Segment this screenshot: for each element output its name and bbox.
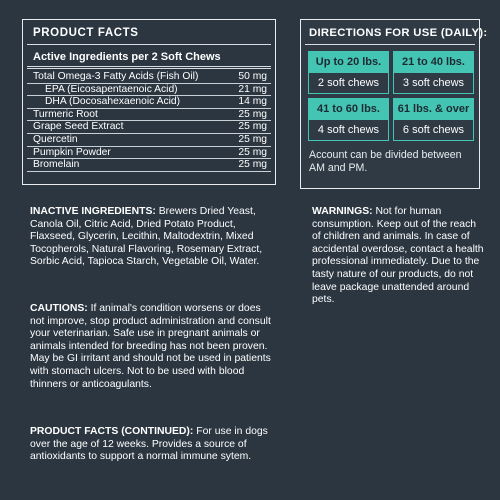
- dosage-note: Account can be divided between AM and PM.: [309, 149, 462, 174]
- warnings-label: WARNINGS:: [312, 206, 373, 217]
- ingredient-row: [27, 159, 271, 172]
- product-facts-continued-paragraph: [30, 426, 270, 464]
- weight-range: 61 lbs. & over: [394, 99, 473, 120]
- ingredient-amount: 25 mg: [238, 159, 267, 171]
- cautions-paragraph: [30, 303, 272, 391]
- warnings-paragraph: [312, 206, 484, 307]
- ingredient-amount: 25 mg: [238, 121, 267, 133]
- ingredient-amount: 50 mg: [238, 71, 267, 82]
- cautions-label: CAUTIONS:: [30, 303, 88, 314]
- weight-range: Up to 20 lbs.: [309, 52, 388, 73]
- dose-amount: 6 soft chews: [402, 124, 465, 136]
- divider: [27, 68, 271, 69]
- dose-amount: 3 soft chews: [402, 77, 465, 89]
- dosage-cell: [393, 98, 474, 141]
- inactive-ingredients-paragraph: [30, 206, 264, 269]
- weight-range: 41 to 60 lbs.: [309, 99, 388, 120]
- dosage-grid: [308, 51, 474, 141]
- ingredient-name: Quercetin: [33, 133, 78, 145]
- active-ingredients-heading: Active Ingredients per 2 Soft Chews: [33, 51, 221, 63]
- ingredient-row: [27, 134, 271, 147]
- ingredient-amount: 25 mg: [238, 108, 267, 120]
- ingredient-name: Turmeric Root: [33, 108, 98, 120]
- dose-amount: 4 soft chews: [317, 124, 380, 136]
- ingredient-name: Grape Seed Extract: [33, 121, 124, 133]
- ingredient-row: [27, 147, 271, 160]
- dose-amount: 2 soft chews: [317, 77, 380, 89]
- divider: [27, 44, 271, 45]
- ingredient-row: [27, 96, 271, 109]
- cautions-text: If animal's condition worsens or does not improve, stop product administration and consult your veterinarian. Safe use in pregnant animals or animals intended for breeding has not been proven. May be GI irritant and should not be used in patients with stomach ulcers. Not to be used with blood thinners or anticoagulants.: [30, 303, 271, 390]
- ingredient-amount: 14 mg: [238, 96, 267, 108]
- ingredient-amount: 25 mg: [238, 133, 267, 145]
- product-facts-continued-label: PRODUCT FACTS (CONTINUED):: [30, 426, 194, 437]
- dosage-cell: [393, 51, 474, 94]
- divider: [27, 66, 271, 67]
- divider: [305, 44, 475, 45]
- inactive-ingredients-label: INACTIVE INGREDIENTS:: [30, 206, 156, 217]
- ingredient-row: [27, 71, 271, 84]
- ingredient-row: [27, 121, 271, 134]
- ingredient-row: [27, 109, 271, 122]
- warnings-text: Not for human consumption. Keep out of the reach of children and animals. In case of accidental overdose, contact a health professional immediately. Due to the tasty nature of our products, do not leave package unattended around pets.: [312, 206, 484, 306]
- ingredient-amount: 25 mg: [238, 146, 267, 158]
- product-facts-continued-text: For use in dogs over the age of 12 weeks. Provides a source of antioxidants to support a normal immune sytem.: [30, 426, 268, 463]
- ingredient-name: EPA (Eicosapentaenoic Acid): [45, 83, 178, 95]
- weight-range: 21 to 40 lbs.: [394, 52, 473, 73]
- ingredient-row: [27, 84, 271, 97]
- product-facts-panel: [22, 19, 276, 185]
- ingredient-name: DHA (Docosahexaenoic Acid): [45, 96, 181, 108]
- ingredients-table: [27, 71, 271, 172]
- ingredient-name: Pumpkin Powder: [33, 146, 111, 158]
- dosage-cell: [308, 98, 389, 141]
- product-facts-title: PRODUCT FACTS: [33, 27, 139, 39]
- ingredient-name: Bromelain: [33, 159, 80, 171]
- inactive-ingredients-text: Brewers Dried Yeast, Canola Oil, Citric Acid, Dried Potato Product, Flaxseed, Glycerin, Lecithin, Maltodextrin, Mixed Tocopherols, Natural Flavoring, Rosemary Extract, Sorbic Acid, Tapioca Starch, Vegetable Oil, Water.: [30, 206, 263, 268]
- ingredient-name: Total Omega-3 Fatty Acids (Fish Oil): [33, 71, 199, 82]
- dosage-cell: [308, 51, 389, 94]
- directions-panel: [300, 19, 488, 189]
- ingredient-amount: 21 mg: [238, 83, 267, 95]
- directions-title: DIRECTIONS FOR USE (DAILY):: [309, 27, 488, 39]
